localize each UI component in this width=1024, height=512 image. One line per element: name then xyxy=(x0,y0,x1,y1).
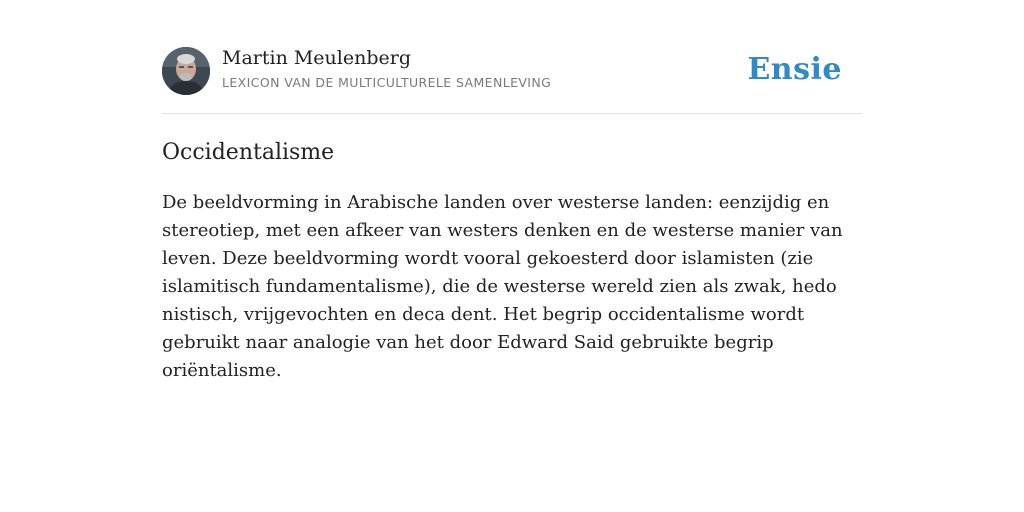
entry-text: De beeldvorming in Arabische landen over westerse landen: eenzijdig en stereotiep, met een afkeer van westers denken en de westerse manier van leven. Deze beeldvorming wordt vooral gekoesterd door islamisten (zie islamitisch fundamentalisme), die de westerse wereld zien als zwak, hedo nistisch, vrijgevochten en deca dent. Het begrip occidentalisme wordt gebruikt naar analogie van het door Edward Said gebruikte begrip oriëntalisme. xyxy=(162,192,843,381)
entry-title: Occidentalisme xyxy=(162,140,335,165)
entry-card xyxy=(162,46,862,385)
publication-name[interactable]: LEXICON VAN DE MULTICULTURELE SAMENLEVING xyxy=(222,75,552,90)
author-name[interactable]: Martin Meulenberg xyxy=(222,47,411,69)
author-avatar[interactable] xyxy=(162,47,210,95)
entry-header xyxy=(162,46,862,114)
author-portrait-icon xyxy=(162,47,210,95)
brand-logo[interactable]: Ensie xyxy=(747,52,842,87)
